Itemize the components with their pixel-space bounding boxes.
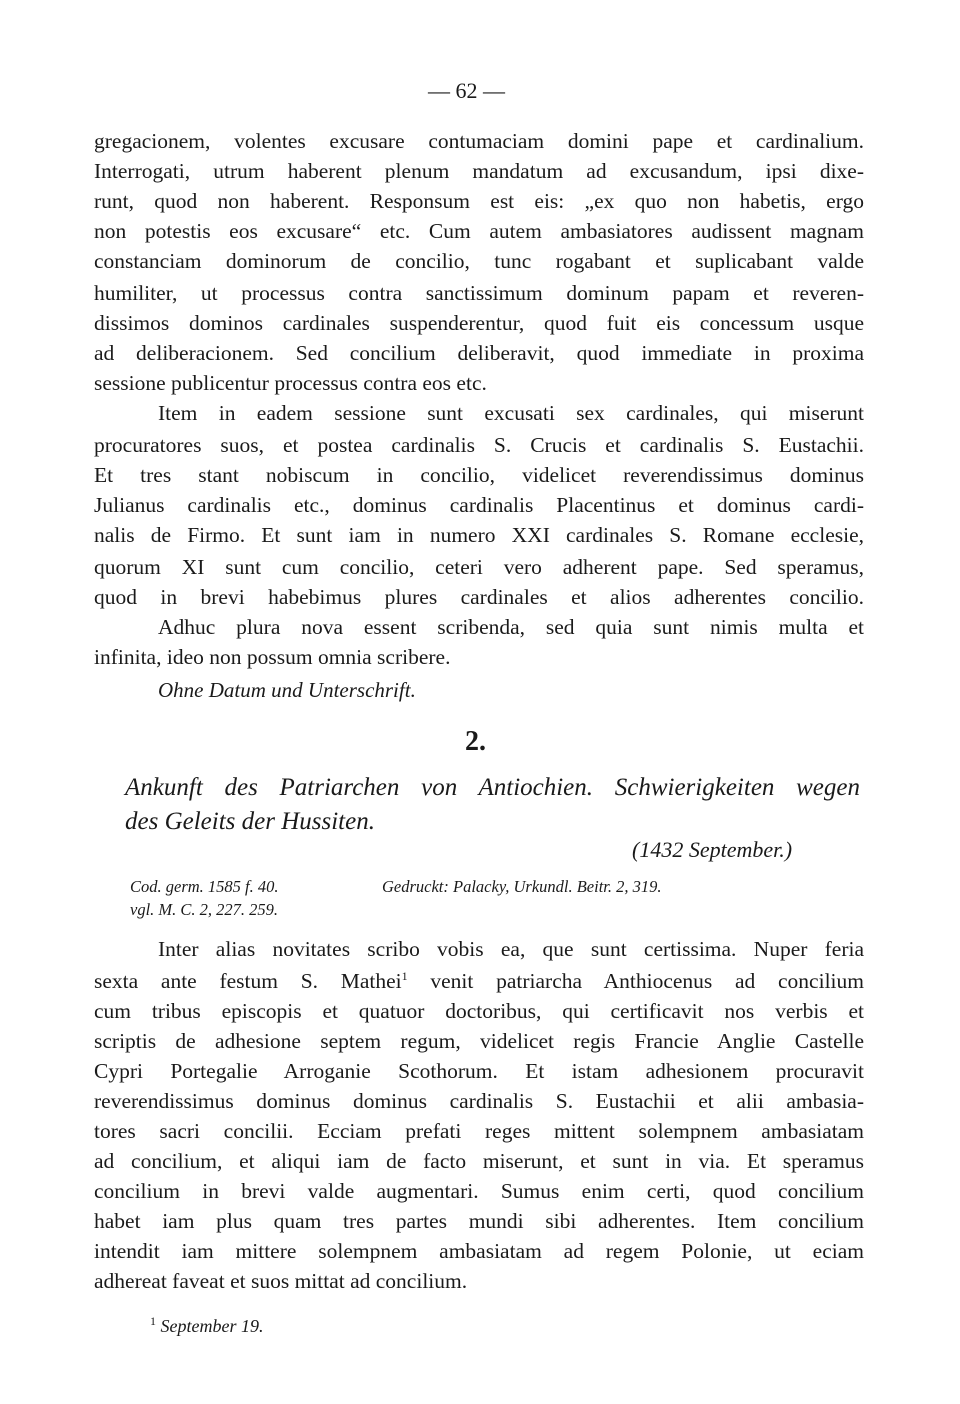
text-line: habet iam plus quam tres partes mundi sibi adherentes. Item concilium — [94, 1209, 864, 1233]
text-line: tores sacri concilii. Ecciam prefati reges mittent solempnem ambasiatam — [94, 1119, 864, 1143]
page-number: — 62 — — [428, 78, 505, 103]
text-line: ad concilium, et aliqui iam de facto miserunt, et sunt in via. Et speramus — [94, 1149, 864, 1173]
footnote — [150, 1314, 263, 1338]
text-line: quorum XI sunt cum concilio, ceteri vero adherent pape. Sed speramus, — [94, 555, 864, 579]
text-line: Adhuc plura nova essent scribenda, sed quia sunt nimis multa et — [158, 615, 864, 639]
text-line: Inter alias novitates scribo vobis ea, que sunt certissima. Nuper feria — [158, 937, 864, 961]
text-line: scriptis de adhesione septem regum, videlicet regis Francie Anglie Castelle — [94, 1029, 864, 1053]
section-title-line-1: Ankunft des Patriarchen von Antiochien. Schwierigkeiten wegen — [125, 774, 860, 801]
text-line: Interrogati, utrum haberent plenum mandatum ad excusandum, ipsi dixe- — [94, 159, 864, 183]
text-line: constanciam dominorum de concilio, tunc rogabant et suplicabant valde — [94, 249, 864, 273]
footnote-text: September 19. — [160, 1316, 264, 1336]
signature-note: Ohne Datum und Unterschrift. — [158, 678, 416, 702]
text-line: nalis de Firmo. Et sunt iam in numero XXI cardinales S. Romane ecclesie, — [94, 523, 864, 547]
text-line: concilium in brevi valde augmentari. Sumus enim certi, quod concilium — [94, 1179, 864, 1203]
text-line — [94, 966, 864, 996]
text-line: ad deliberacionem. Sed concilium deliberavit, quod immediate in proxima — [94, 341, 864, 365]
footnote-ref: 1 — [401, 968, 408, 983]
text-line: infinita, ideo non possum omnia scribere. — [94, 645, 451, 669]
text-segment: sexta ante festum S. Mathei — [94, 969, 402, 993]
text-line: procuratores suos, et postea cardinalis S. Crucis et cardinalis S. Eustachii. — [94, 433, 864, 457]
text-line: sessione publicentur processus contra eos etc. — [94, 371, 487, 395]
source-compare: vgl. M. C. 2, 227. 259. — [130, 900, 279, 919]
text-line: Julianus cardinalis etc., dominus cardinalis Placentinus et dominus cardi- — [94, 493, 864, 517]
text-line: reverendissimus dominus dominus cardinalis S. Eustachii et alii ambasia- — [94, 1089, 864, 1113]
text-line: non potestis eos excusare“ etc. Cum autem ambasiatores audissent magnam — [94, 219, 864, 243]
text-line: runt, quod non haberent. Responsum est eis: „ex quo non habetis, ergo — [94, 189, 864, 213]
source-manuscript: Cod. germ. 1585 f. 40. — [130, 877, 279, 896]
text-line: quod in brevi habebimus plures cardinales et alios adherentes concilio. — [94, 585, 864, 609]
text-line: Cypri Portegalie Arroganie Scothorum. Et istam adhesionem procuravit — [94, 1059, 864, 1083]
section-number: 2. — [465, 726, 486, 757]
text-line: cum tribus episcopis et quatuor doctoribus, qui certificavit nos verbis et — [94, 999, 864, 1023]
source-printed: Gedruckt: Palacky, Urkundl. Beitr. 2, 319. — [382, 877, 662, 896]
text-line: Et tres stant nobiscum in concilio, videlicet reverendissimus dominus — [94, 463, 864, 487]
text-segment: venit patriarcha Anthiocenus ad concilium — [430, 969, 864, 993]
footnote-marker: 1 — [150, 1314, 156, 1328]
section-title-line-2: des Geleits der Hussiten. — [125, 808, 375, 835]
text-line: Item in eadem sessione sunt excusati sex cardinales, qui miserunt — [158, 401, 864, 425]
section-date: (1432 September.) — [632, 837, 793, 862]
text-line: dissimos dominos cardinales suspenderentur, quod fuit eis concessum usque — [94, 311, 864, 335]
text-line: gregacionem, volentes excusare contumaciam domini pape et cardinalium. — [94, 129, 864, 153]
text-line: intendit iam mittere solempnem ambasiatam ad regem Polonie, ut eciam — [94, 1239, 864, 1263]
text-line: humiliter, ut processus contra sanctissimum dominum papam et reveren- — [94, 281, 864, 305]
text-line: adhereat faveat et suos mittat ad concilium. — [94, 1269, 468, 1293]
